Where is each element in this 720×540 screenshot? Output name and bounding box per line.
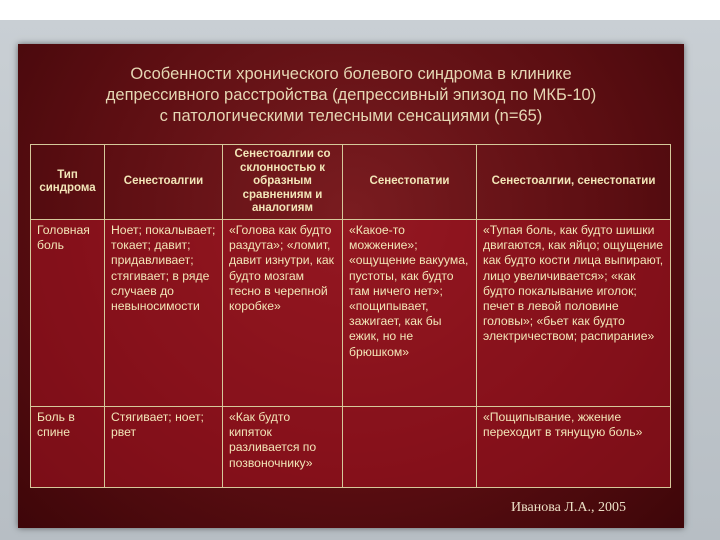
table-header-row bbox=[31, 145, 671, 220]
cell-senestoalgia-senestopathy: «Тупая боль, как будто шишки двигаются, как яйцо; ощущение как будто кости лица выпирают, лицо увеличивается»; «как будто покалывание иголок; печет в левой половине головы»; «бьет как будто электричеством; распирание» bbox=[477, 220, 671, 407]
symptoms-table bbox=[30, 144, 671, 488]
cell-senestoalgia: Стягивает; ноет; рвет bbox=[105, 407, 223, 488]
header-senestopathy: Сенестопатии bbox=[343, 145, 477, 220]
author-credit: Иванова Л.А., 2005 bbox=[511, 500, 626, 515]
cell-syndrome-type: Боль в спине bbox=[31, 407, 105, 488]
cell-senestoalgia-figurative: «Голова как будто раздута»; «ломит, давит изнутри, как будто мозгам тесно в черепной коробке» bbox=[223, 220, 343, 407]
presentation-slide bbox=[18, 44, 684, 528]
cell-senestopathy bbox=[343, 407, 477, 488]
cell-senestoalgia-senestopathy: «Пощипывание, жжение переходит в тянущую боль» bbox=[477, 407, 671, 488]
slide-title: Особенности хронического болевого синдрома в клинике депрессивного расстройства (депрессивный эпизод по МКБ-10) с патологическими телесными сенсациями (n=65) bbox=[105, 65, 597, 125]
cell-senestoalgia-figurative: «Как будто кипяток разливается по позвоночнику» bbox=[223, 407, 343, 488]
cell-senestopathy: «Какое-то можжение»; «ощущение вакуума, пустоты, как будто там ничего нет»; «пощипывает, зажигает, как бы ежик, но не брюшком» bbox=[343, 220, 477, 407]
header-senestoalgia-senestopathy: Сенестоалгии, сенестопатии bbox=[477, 145, 671, 220]
table-row bbox=[31, 407, 671, 488]
header-senestoalgia: Сенестоалгии bbox=[105, 145, 223, 220]
cell-senestoalgia: Ноет; покалывает; токает; давит; придавливает; стягивает; в ряде случаев до невыносимости bbox=[105, 220, 223, 407]
table-row bbox=[31, 220, 671, 407]
header-senestoalgia-figurative: Сенестоалгии со склонностью к образным сравнениям и аналогиям bbox=[223, 145, 343, 220]
header-syndrome-type: Тип синдрома bbox=[31, 145, 105, 220]
cell-syndrome-type: Головная боль bbox=[31, 220, 105, 407]
